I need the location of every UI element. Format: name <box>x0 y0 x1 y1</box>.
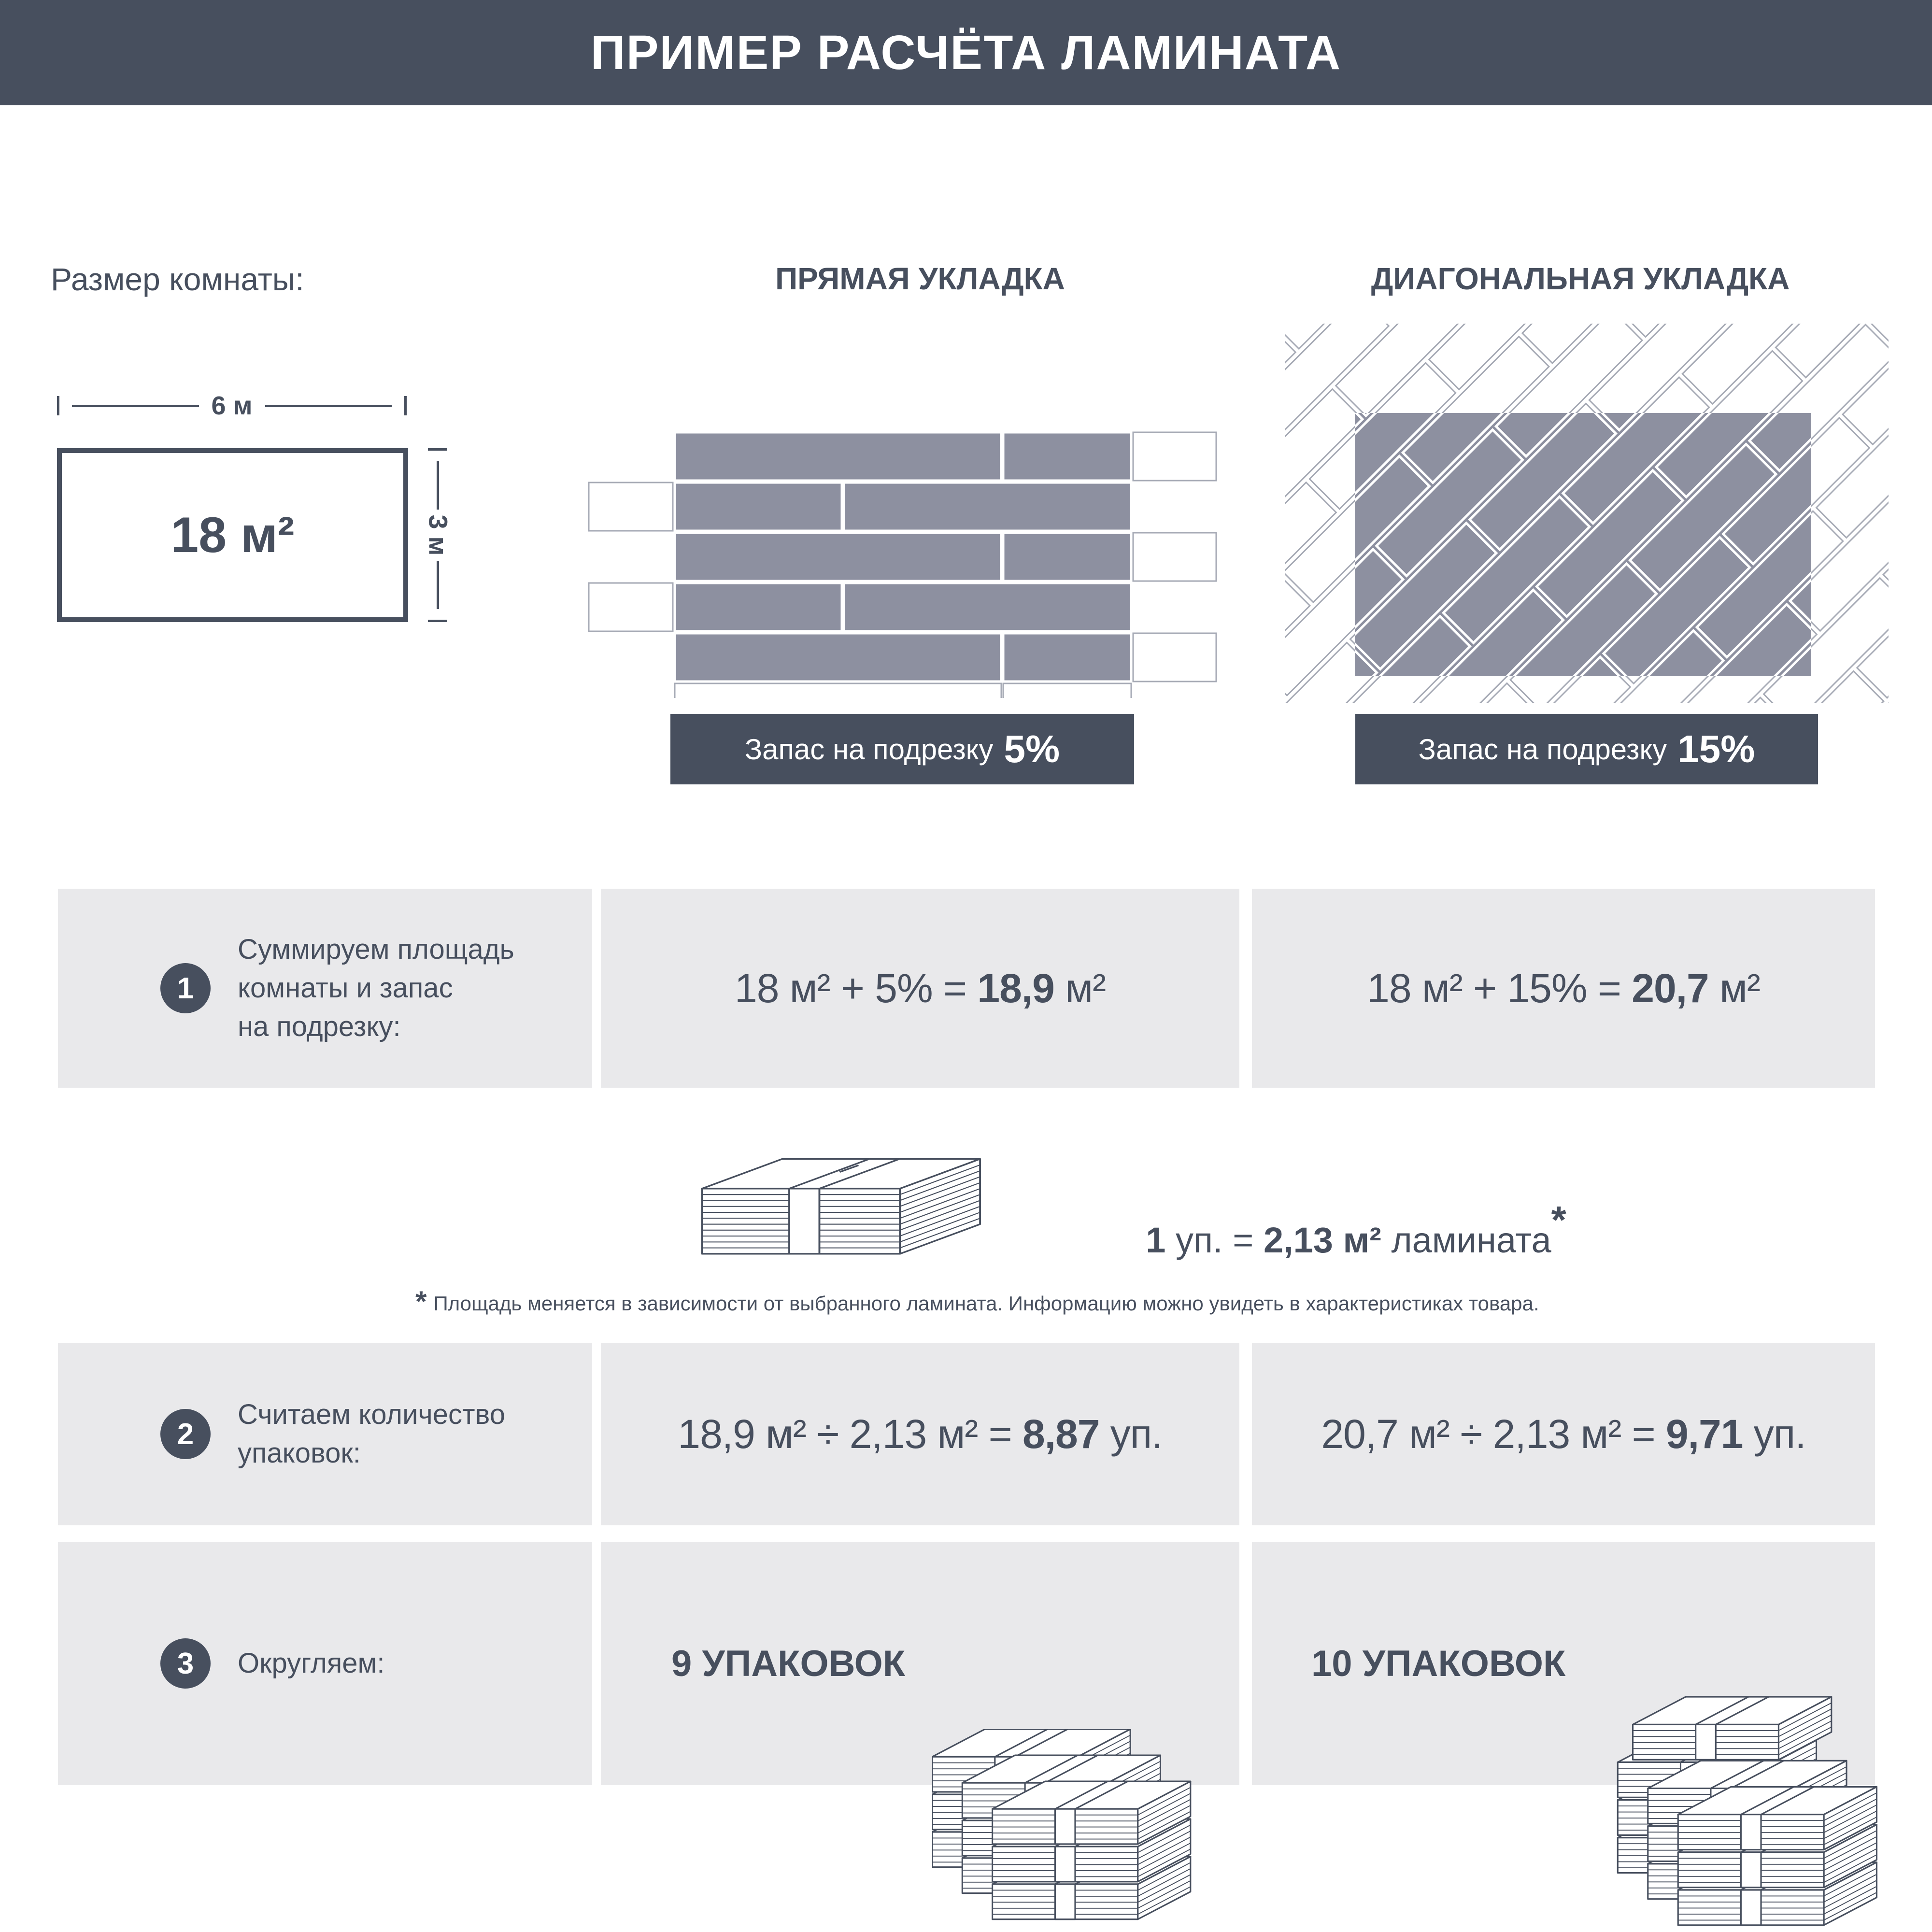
formula-result: 18,9 <box>977 965 1054 1011</box>
label-line: комнаты и запас <box>238 972 453 1004</box>
formula-unit: м² <box>1708 965 1760 1011</box>
formula-text: 18,9 м² ÷ 2,13 м² = <box>678 1411 1023 1457</box>
step-2-label-panel <box>58 1343 592 1525</box>
step-1-number-badge <box>160 963 211 1013</box>
step-2-straight-formula <box>601 1343 1239 1525</box>
room-size-label: Размер комнаты: <box>51 261 304 297</box>
room-diagram <box>57 448 408 622</box>
dimension-line <box>437 461 439 510</box>
footnote <box>0 1262 1932 1341</box>
formula-text: 18 м² + 5% = <box>735 965 978 1011</box>
package-text: ламината <box>1381 1220 1551 1260</box>
formula-unit: уп. <box>1743 1411 1806 1457</box>
step-1-label-panel <box>58 889 592 1088</box>
formula-result: 8,87 <box>1022 1411 1100 1457</box>
room-width-dimension <box>57 392 407 419</box>
step-1-diagonal-formula <box>1252 889 1875 1088</box>
formula-text: 18 м² + 15% = <box>1367 965 1632 1011</box>
step-3-label <box>238 1644 384 1683</box>
package-text: уп. = <box>1165 1220 1264 1260</box>
step-1-label <box>238 930 514 1046</box>
dimension-tick <box>404 396 407 415</box>
step-2-label <box>238 1395 505 1473</box>
label-line: Округляем: <box>238 1648 385 1679</box>
page-title: ПРИМЕР РАСЧЁТА ЛАМИНАТА <box>590 25 1342 80</box>
label-line: Суммируем площадь <box>238 934 514 965</box>
label-line: Считаем количество <box>238 1399 505 1430</box>
formula-text: 20,7 м² ÷ 2,13 м² = <box>1321 1411 1666 1457</box>
formula-unit: уп. <box>1099 1411 1163 1457</box>
package-area: 2,13 м² <box>1263 1220 1381 1260</box>
straight-layout-diagram <box>580 413 1217 698</box>
label-line: упаковок: <box>238 1437 361 1469</box>
package-count: 1 <box>1146 1220 1166 1260</box>
room-height-dimension <box>424 448 451 622</box>
formula-unit: м² <box>1054 965 1106 1011</box>
badge-value: 5% <box>1004 727 1060 770</box>
formula-result: 9,71 <box>1665 1411 1743 1457</box>
step-number: 2 <box>177 1417 194 1451</box>
formula-result: 20,7 <box>1632 965 1709 1011</box>
asterisk: * <box>1551 1198 1566 1241</box>
badge-label: Запас на подрезку <box>1418 733 1667 766</box>
room-area-label: 18 м² <box>170 507 295 563</box>
laminate-stack-10-icon <box>1613 1695 1884 1928</box>
badge-label: Запас на подрезку <box>744 733 994 766</box>
step-3-number-badge <box>160 1638 211 1689</box>
step-2-diagonal-formula <box>1252 1343 1875 1525</box>
asterisk: * <box>415 1285 427 1318</box>
label-line: на подрезку: <box>238 1011 401 1042</box>
step-3-label-panel <box>58 1542 592 1785</box>
straight-packs-result: 9 УПАКОВОК <box>671 1643 906 1684</box>
dimension-tick <box>57 396 59 415</box>
laminate-package-icon <box>674 1125 1060 1256</box>
dimension-line <box>265 405 392 407</box>
step-number: 3 <box>177 1647 194 1680</box>
badge-value: 15% <box>1677 727 1755 770</box>
dimension-tick <box>428 620 447 622</box>
diagonal-packs-result: 10 УПАКОВОК <box>1311 1643 1566 1684</box>
step-number: 1 <box>177 971 194 1005</box>
room-height-value: 3 м <box>423 514 453 556</box>
diagonal-laying-title: ДИАГОНАЛЬНАЯ УКЛАДКА <box>1371 261 1790 296</box>
step-2-number-badge <box>160 1409 211 1459</box>
straight-laying-title: ПРЯМАЯ УКЛАДКА <box>775 261 1065 296</box>
diagonal-trim-allowance-badge <box>1355 714 1818 784</box>
header <box>0 0 1932 105</box>
dimension-line <box>437 561 439 609</box>
dimension-line <box>72 405 199 407</box>
dimension-tick <box>428 448 447 451</box>
straight-trim-allowance-badge <box>670 714 1134 784</box>
footnote-text: Площадь меняется в зависимости от выбранного ламината. Информацию можно увидеть в характеристиках товара. <box>433 1292 1539 1315</box>
laminate-stack-9-icon <box>932 1729 1193 1922</box>
step-1-straight-formula <box>601 889 1239 1088</box>
diagonal-layout-diagram <box>1265 319 1908 708</box>
room-width-value: 6 м <box>211 391 253 420</box>
